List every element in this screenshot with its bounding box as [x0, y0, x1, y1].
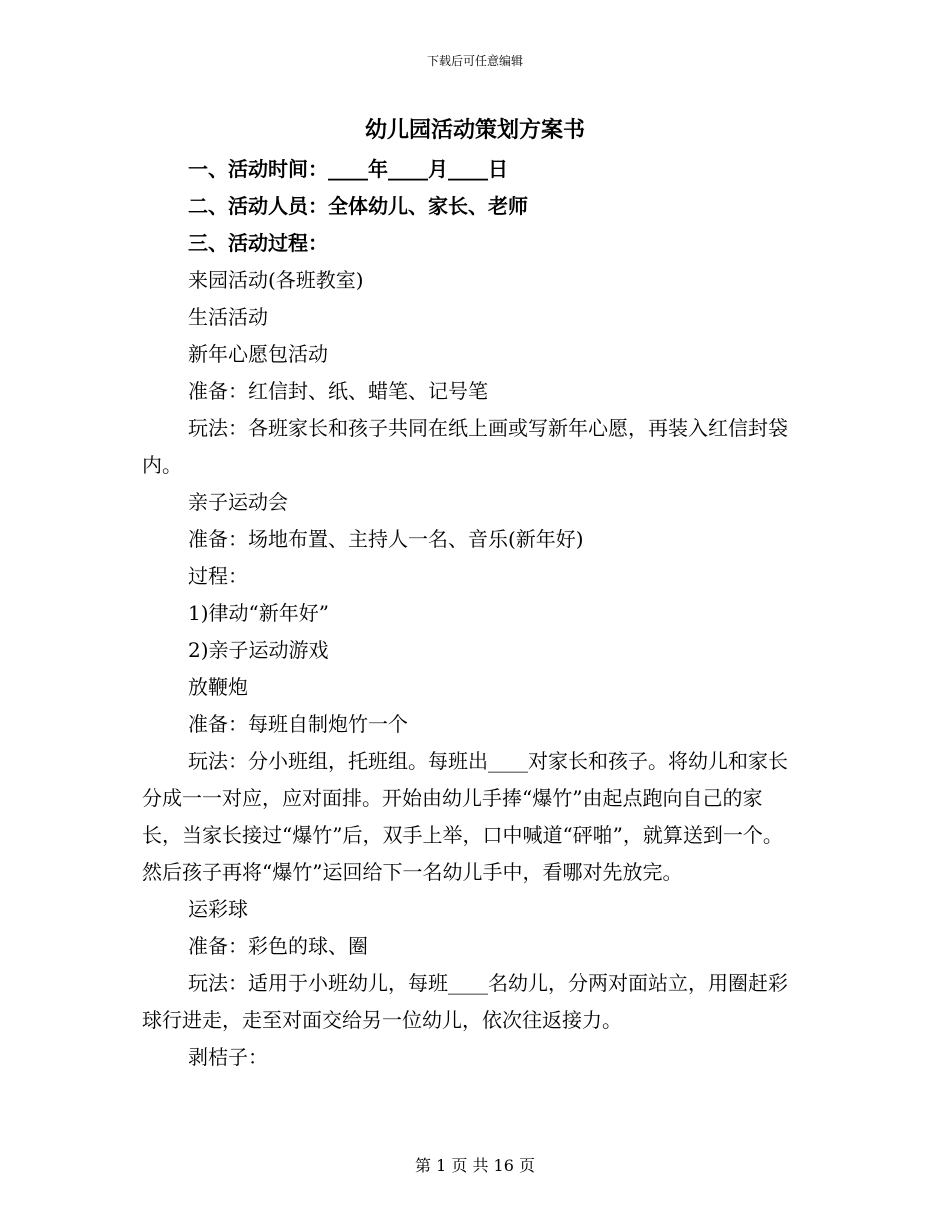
paragraph: 1)律动“新年好” — [188, 601, 329, 625]
section-heading-time: 一、活动时间：____年____月____日 — [188, 157, 508, 181]
paragraph: 准备：红信封、纸、蜡笔、记号笔 — [188, 379, 488, 403]
section-heading-process: 三、活动过程： — [188, 231, 328, 255]
paragraph: 运彩球 — [188, 897, 248, 921]
paragraph: 2)亲子运动游戏 — [188, 638, 329, 662]
paragraph: 玩法：适用于小班幼儿，每班____名幼儿，分两对面站立，用圈赶彩球行进走，走至对面交给另一位幼儿，依次往返接力。 — [142, 971, 788, 1032]
paragraph: 玩法：各班家长和孩子共同在纸上画或写新年心愿，再装入红信封袋内。 — [142, 416, 788, 477]
paragraph: 放鞭炮 — [188, 675, 248, 699]
paragraph: 生活活动 — [188, 305, 268, 329]
paragraph: 剥桔子： — [188, 1045, 268, 1069]
section-heading-participants: 二、活动人员：全体幼儿、家长、老师 — [188, 194, 528, 218]
paragraph: 玩法：分小班组，托班组。每班出____对家长和孩子。将幼儿和家长分成一一对应，应对面排。开始由幼儿手捧“爆竹”由起点跑向自己的家长，当家长接过“爆竹”后，双手上举，口中喊道“砰啪”，就算送到一个。然后孩子再将“爆竹”运回给下一名幼儿手中，看哪对先放完。 — [142, 749, 788, 884]
paragraph: 准备：彩色的球、圈 — [188, 934, 368, 958]
paragraph: 来园活动(各班教室) — [188, 268, 364, 292]
paragraph: 准备：场地布置、主持人一名、音乐(新年好) — [188, 527, 584, 551]
page-header-note: 下载后可任意编辑 — [426, 54, 523, 68]
paragraph: 准备：每班自制炮竹一个 — [188, 712, 408, 736]
paragraph: 过程： — [188, 564, 248, 588]
document-body — [142, 151, 802, 1076]
paragraph: 新年心愿包活动 — [188, 342, 328, 366]
paragraph: 亲子运动会 — [188, 490, 288, 514]
document-title: 幼儿园活动策划方案书 — [364, 117, 585, 143]
page-footer-number: 第 1 页 共 16 页 — [415, 1156, 535, 1175]
